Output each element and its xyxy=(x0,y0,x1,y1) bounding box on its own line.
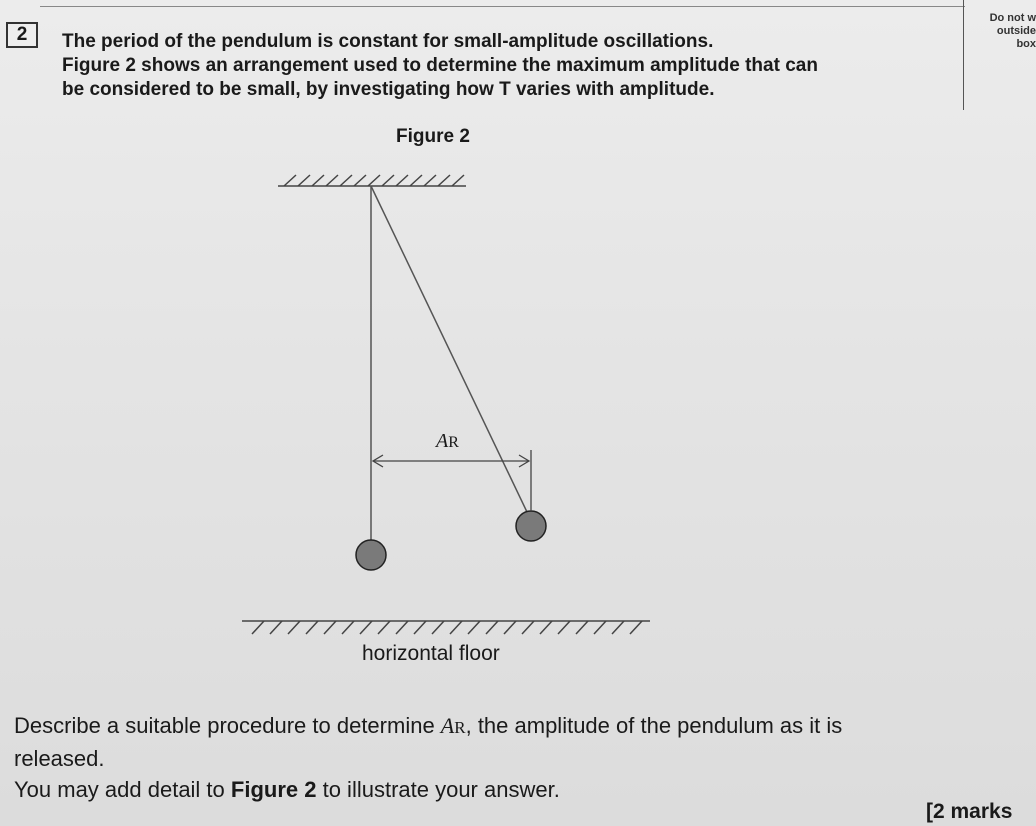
floor-hatching xyxy=(242,621,650,634)
intro-line-2: Figure 2 shows an arrangement used to determine the maximum amplitude that can xyxy=(62,55,818,76)
amplitude-arrow xyxy=(373,450,531,511)
amplitude-symbol: A xyxy=(436,430,449,452)
margin-note-line-1: Do not w xyxy=(989,12,1036,24)
task-amplitude-symbol: A xyxy=(440,713,455,738)
task-line-1-pre: Describe a suitable procedure to determine xyxy=(14,713,441,738)
figure-title: Figure 2 xyxy=(396,126,470,147)
amplitude-subscript: R xyxy=(448,434,459,451)
task-line-1-post: , the amplitude of the pendulum as it is xyxy=(465,713,843,738)
task-amplitude-sub: R xyxy=(454,718,466,737)
task-line-3 xyxy=(14,774,1024,805)
marks-indicator: [2 marks xyxy=(926,800,1013,823)
pendulum-bob-displaced xyxy=(516,511,546,541)
floor-label: horizontal floor xyxy=(362,642,500,665)
ceiling-support xyxy=(278,175,466,186)
pendulum-bob-rest xyxy=(356,540,386,570)
intro-line-3: be considered to be small, by investigating how T varies with amplitude. xyxy=(62,79,715,100)
task-figure-ref: Figure 2 xyxy=(230,777,317,802)
task-text xyxy=(14,710,1024,805)
intro-line-1: The period of the pendulum is constant for small-amplitude oscillations. xyxy=(62,31,714,52)
margin-note-line-3: box xyxy=(1016,38,1036,50)
task-line-3-post: to illustrate your answer. xyxy=(316,777,560,802)
margin-note-line-2: outside xyxy=(996,25,1036,37)
amplitude-label xyxy=(436,430,459,453)
task-line-3-pre: You may add detail to xyxy=(14,777,231,802)
question-number-box: 2 xyxy=(6,22,38,48)
task-line-2: released. xyxy=(14,746,105,771)
pendulum-string-displaced xyxy=(371,186,527,512)
task-line-1 xyxy=(14,710,1024,743)
